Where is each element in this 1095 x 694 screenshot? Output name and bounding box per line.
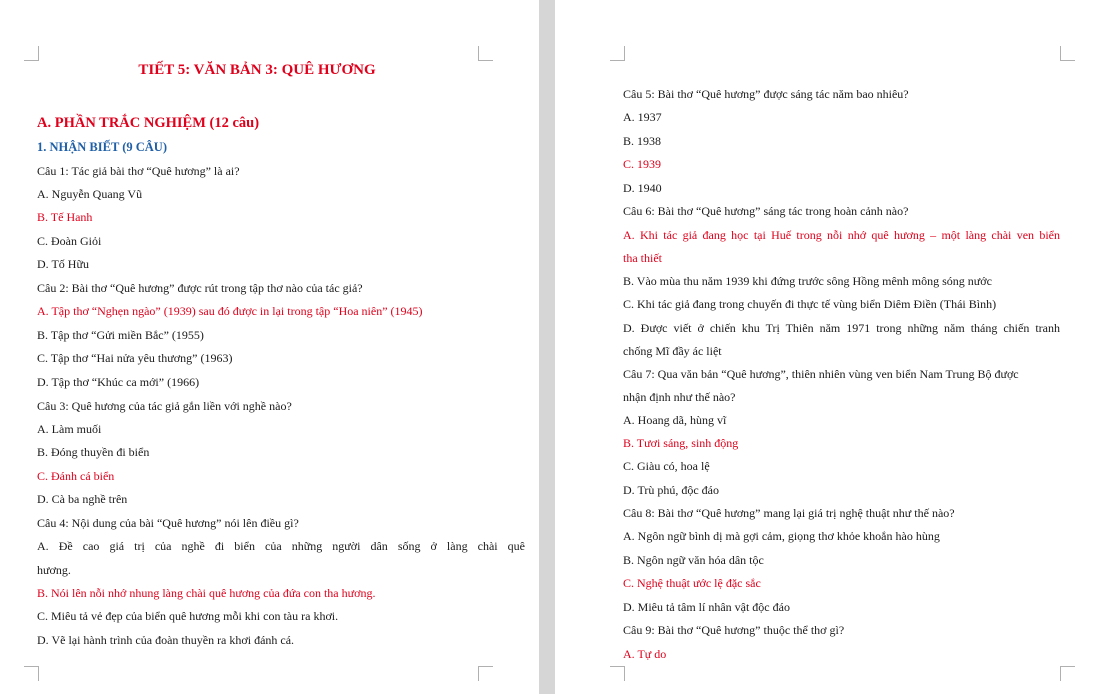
answer-option: A. Tập thơ “Nghẹn ngào” (1939) sau đó được in lại trong tập “Hoa niên” (1945)	[37, 304, 423, 318]
answer-option: B. Tươi sáng, sinh động	[623, 436, 739, 450]
margin-mark-top-right	[1060, 46, 1075, 61]
answer-option: B. Đóng thuyền đi biển	[37, 445, 150, 459]
answer-option: D. Cà ba nghề trên	[37, 492, 128, 506]
answer-option: A. Khi tác giả đang học tại Huế trong nỗi nhớ quê hương – một làng chài ven biển	[623, 228, 1060, 242]
document-title: TIẾT 5: VĂN BẢN 3: QUÊ HƯƠNG	[138, 62, 376, 78]
answer-option: B. Tập thơ “Gửi miền Bắc” (1955)	[37, 328, 204, 342]
answer-option: B. 1938	[623, 134, 662, 148]
document-page-right	[555, 0, 1095, 694]
margin-mark-bottom-right	[1060, 666, 1075, 681]
answer-option: chống Mĩ đầy ác liệt	[623, 344, 722, 358]
document-page-left	[0, 0, 539, 694]
answer-option: tha thiết	[623, 251, 662, 265]
question-text: Câu 1: Tác giả bài thơ “Quê hương” là ai?	[37, 164, 240, 178]
question-text: Câu 2: Bài thơ “Quê hương” được rút trong tập thơ nào của tác giả?	[37, 281, 363, 295]
subsection-heading: 1. NHẬN BIẾT (9 CÂU)	[37, 140, 167, 154]
page-gap	[539, 0, 555, 694]
answer-option: B. Ngôn ngữ văn hóa dân tộc	[623, 553, 764, 567]
answer-option: C. Đoàn Giỏi	[37, 234, 102, 248]
answer-option: C. Giàu có, hoa lệ	[623, 459, 710, 473]
answer-option: hương.	[37, 563, 71, 577]
margin-mark-top-left	[24, 46, 39, 61]
answer-option: B. Nói lên nỗi nhớ nhung làng chài quê hương của đứa con tha hương.	[37, 586, 376, 600]
question-text: Câu 4: Nội dung của bài “Quê hương” nói lên điều gì?	[37, 516, 299, 530]
answer-option: D. Miêu tả tâm lí nhân vật độc đáo	[623, 600, 790, 614]
margin-mark-top-left	[610, 46, 625, 61]
answer-option: D. Trù phú, độc đáo	[623, 483, 720, 497]
answer-option: A. Ngôn ngữ bình dị mà gợi cảm, giọng thơ khỏe khoắn hào hùng	[623, 529, 940, 543]
answer-option: C. Khi tác giả đang trong chuyến đi thực tế vùng biển Diêm Điền (Thái Bình)	[623, 297, 997, 311]
margin-mark-bottom-left	[24, 666, 39, 681]
answer-option: A. Làm muối	[37, 422, 102, 436]
answer-option: B. Tế Hanh	[37, 210, 93, 224]
answer-option: C. Đánh cá biển	[37, 469, 115, 483]
question-text: Câu 8: Bài thơ “Quê hương” mang lại giá trị nghệ thuật như thế nào?	[623, 506, 955, 520]
answer-option: A. Đề cao giá trị của nghề đi biển của những người dân sống ở làng chài quê	[37, 539, 525, 553]
answer-option: D. 1940	[623, 181, 662, 195]
margin-mark-bottom-left	[610, 666, 625, 681]
answer-option: D. Vẽ lại hành trình của đoàn thuyền ra khơi đánh cá.	[37, 633, 295, 647]
answer-option: A. Hoang dã, hùng vĩ	[623, 413, 727, 427]
section-heading: A. PHẦN TRẮC NGHIỆM (12 câu)	[37, 115, 260, 131]
answer-option: A. 1937	[623, 110, 662, 124]
question-text: Câu 5: Bài thơ “Quê hương” được sáng tác năm bao nhiêu?	[623, 87, 909, 101]
answer-option: B. Vào mùa thu năm 1939 khi đứng trước sông Hồng mênh mông sóng nước	[623, 274, 992, 288]
question-text: Câu 6: Bài thơ “Quê hương” sáng tác trong hoàn cảnh nào?	[623, 204, 909, 218]
answer-option: C. Miêu tả vẻ đẹp của biển quê hương mỗi khi con tàu ra khơi.	[37, 609, 339, 623]
answer-option: C. Tập thơ “Hai nửa yêu thương” (1963)	[37, 351, 233, 365]
answer-option: D. Tập thơ “Khúc ca mới” (1966)	[37, 375, 200, 389]
answer-option: A. Nguyễn Quang Vũ	[37, 187, 143, 201]
margin-mark-bottom-right	[478, 666, 493, 681]
question-text: Câu 3: Quê hương của tác giả gắn liền với nghề nào?	[37, 399, 292, 413]
answer-option: nhận định như thế nào?	[623, 390, 736, 404]
answer-option: D. Được viết ở chiến khu Trị Thiên năm 1971 trong những năm tháng chiến tranh	[623, 321, 1060, 335]
answer-option: A. Tự do	[623, 647, 667, 661]
answer-option: C. 1939	[623, 157, 662, 171]
answer-option: D. Tố Hữu	[37, 257, 89, 271]
margin-mark-top-right	[478, 46, 493, 61]
question-text: Câu 9: Bài thơ “Quê hương” thuộc thể thơ gì?	[623, 623, 845, 637]
answer-option: C. Nghệ thuật ước lệ đặc sắc	[623, 576, 761, 590]
question-text: Câu 7: Qua văn bản “Quê hương”, thiên nhiên vùng ven biển Nam Trung Bộ được	[623, 367, 1019, 381]
